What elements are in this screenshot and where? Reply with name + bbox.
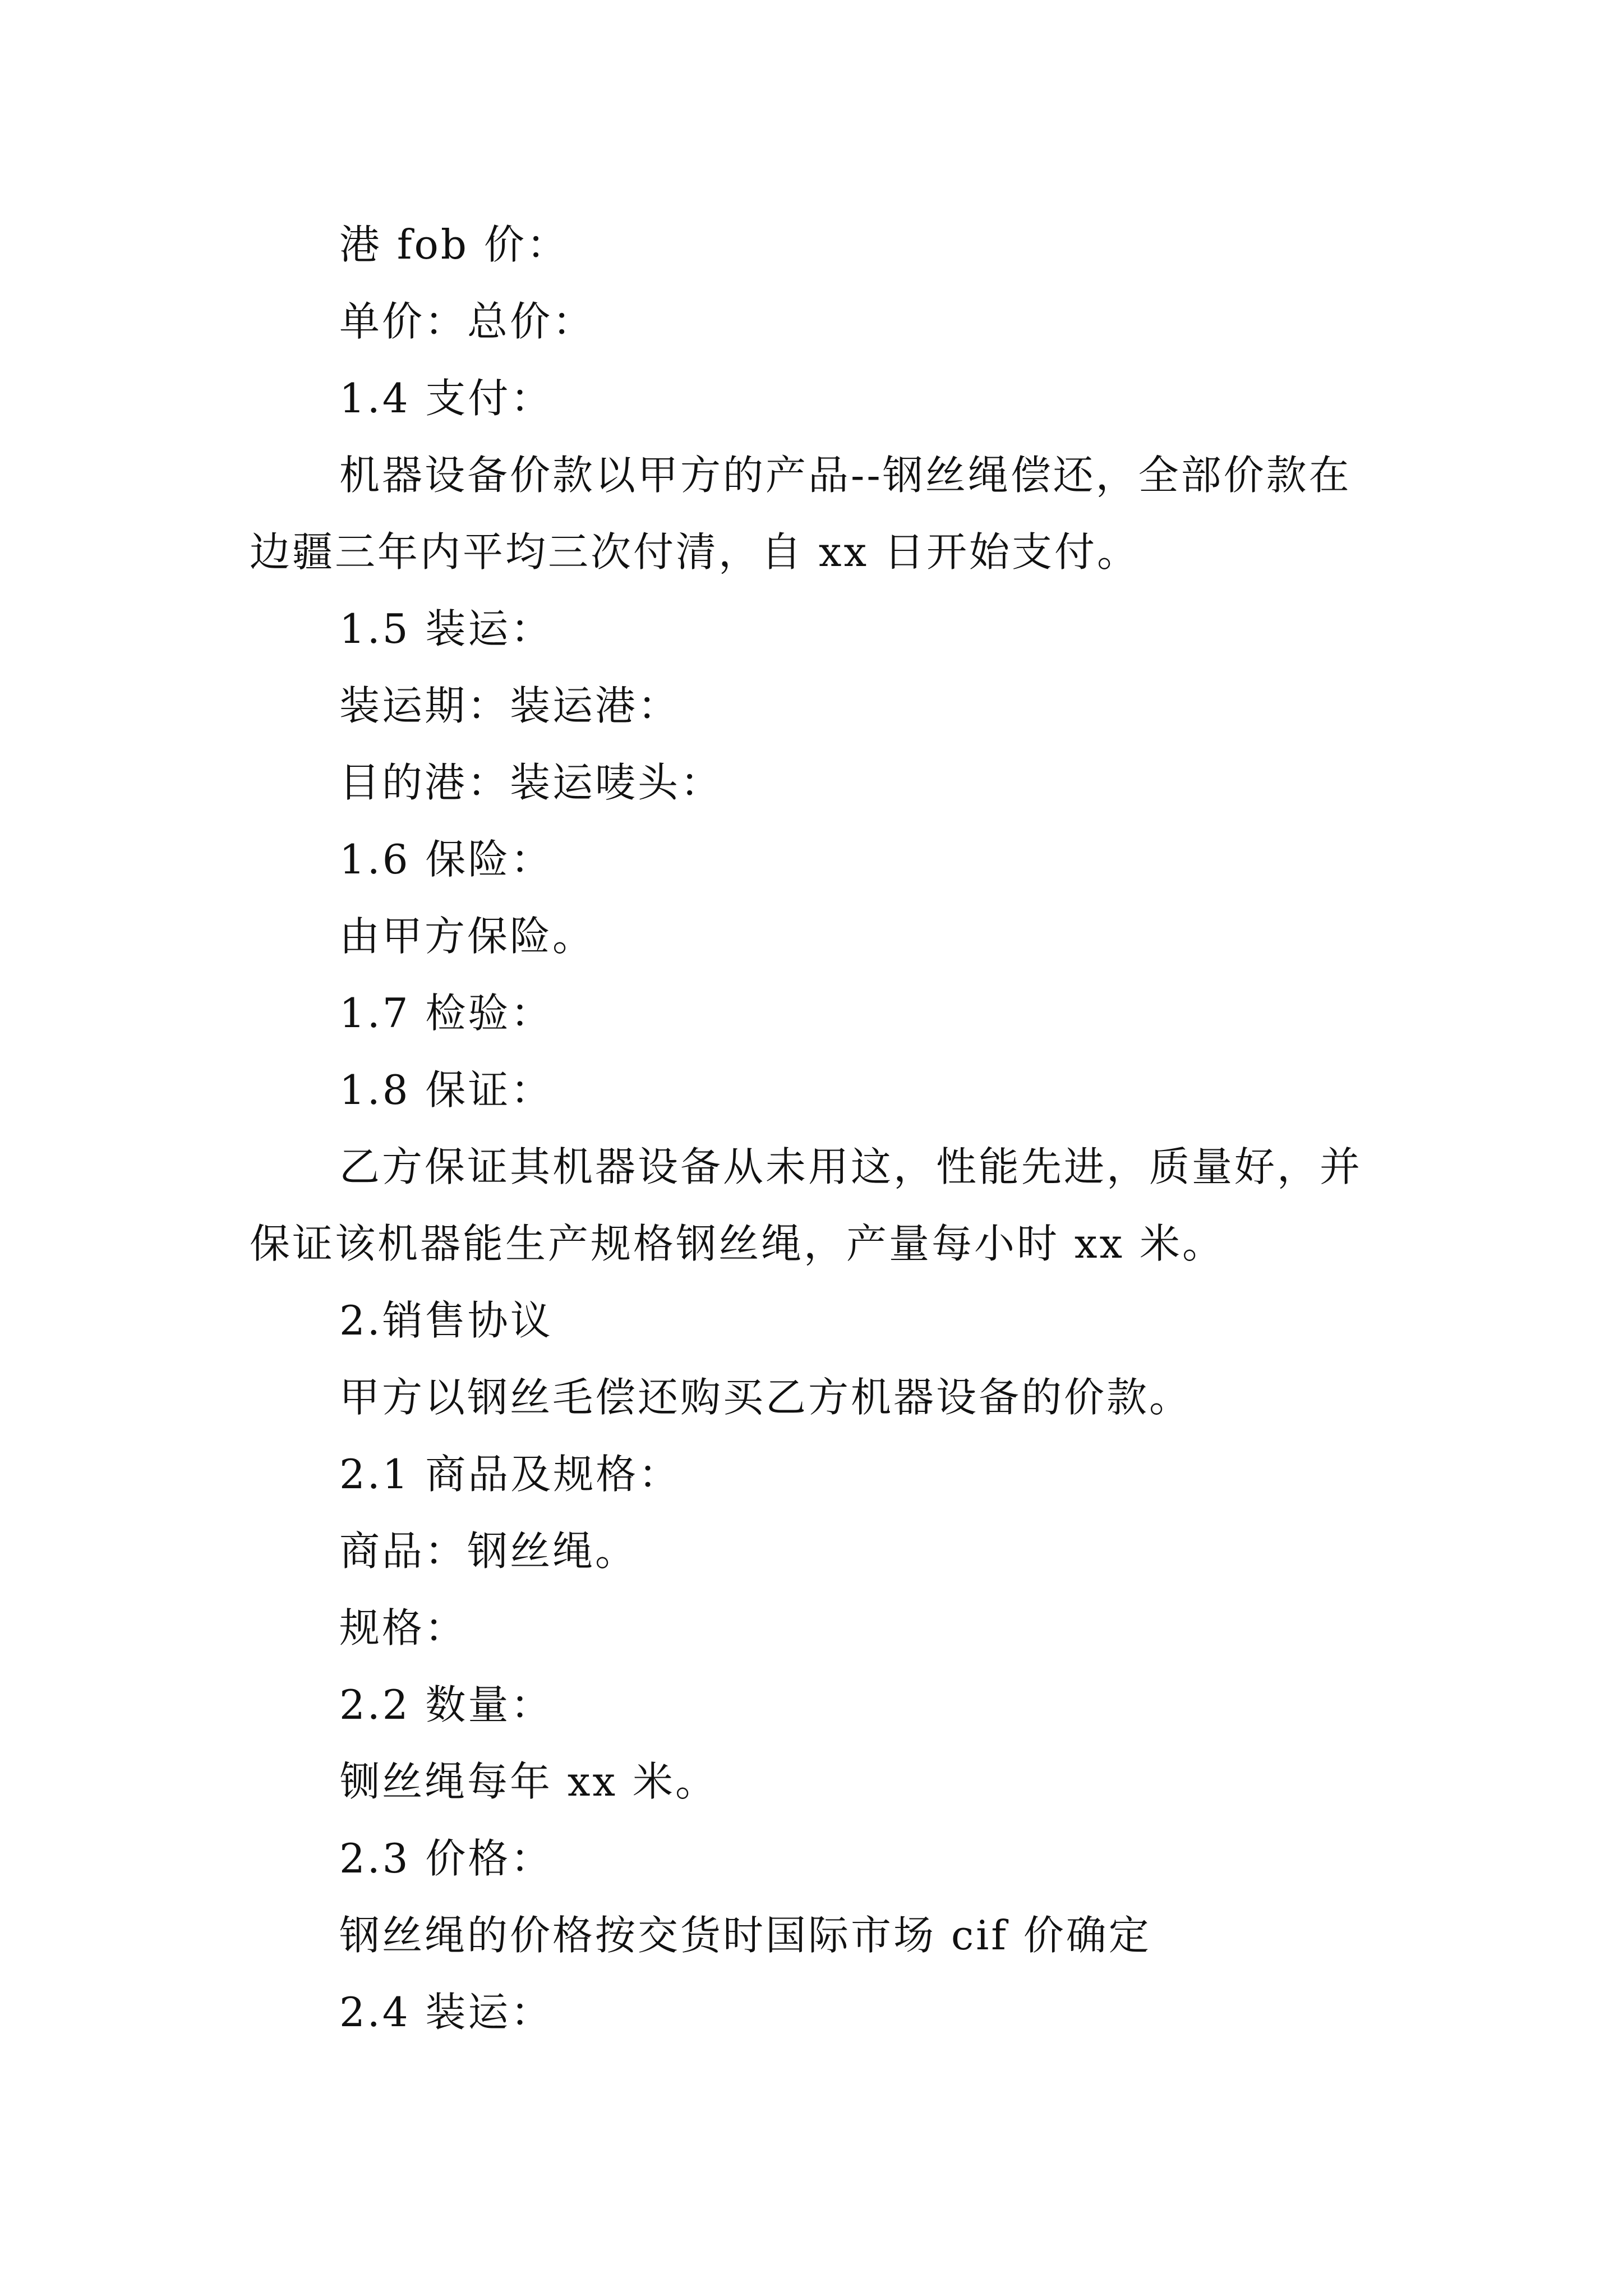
paragraph-port-fob-price: 港 fob 价：: [339, 221, 569, 268]
paragraph-unit-total-price: 单价：总价：: [339, 298, 596, 345]
heading-1-7-inspection: 1.7 检验：: [339, 990, 554, 1037]
heading-2-3-price: 2.3 价格：: [339, 1835, 554, 1882]
heading-1-8-guarantee: 1.8 保证：: [339, 1066, 554, 1114]
heading-1-4-payment: 1.4 支付：: [339, 375, 554, 422]
heading-2-1-goods-specs: 2.1 商品及规格：: [339, 1451, 681, 1498]
paragraph-destination-marks: 目的港：装运唛头：: [339, 759, 723, 806]
paragraph-goods: 商品：钢丝绳。: [339, 1527, 638, 1575]
heading-2-4-shipment: 2.4 装运：: [339, 1989, 554, 2036]
document-body: [250, 206, 1391, 2051]
heading-1-6-insurance: 1.6 保险：: [339, 836, 554, 883]
paragraph-specs: 规格：: [339, 1604, 468, 1651]
paragraph-shipment-period-port: 装运期：装运港：: [339, 682, 681, 729]
paragraph-quantity: 铡丝绳每年 xx 米。: [339, 1758, 718, 1805]
paragraph-payment-terms: 机器设备价款以甲方的产品--钢丝绳偿还，全部价款在边疆三年内平均三次付清，自 xx 日开始支付。: [250, 452, 1352, 576]
heading-1-5-shipment: 1.5 装运：: [339, 605, 554, 652]
paragraph-sales-repayment: 甲方以钢丝毛偿还购买乙方机器设备的价款。: [339, 1374, 1192, 1421]
paragraph-price-terms: 钢丝绳的价格按交货时国际市场 cif 价确定: [339, 1912, 1151, 1959]
heading-2-2-quantity: 2.2 数量：: [339, 1681, 554, 1728]
paragraph-insurance: 由甲方保险。: [339, 913, 596, 960]
heading-2-sales-agreement: 2.销售协议: [339, 1297, 553, 1344]
paragraph-guarantee: 乙方保证其机器设备从未用这，性能先进，质量好，并保证该机器能生产规格钢丝绳，产量每小时 xx 米。: [250, 1143, 1363, 1267]
